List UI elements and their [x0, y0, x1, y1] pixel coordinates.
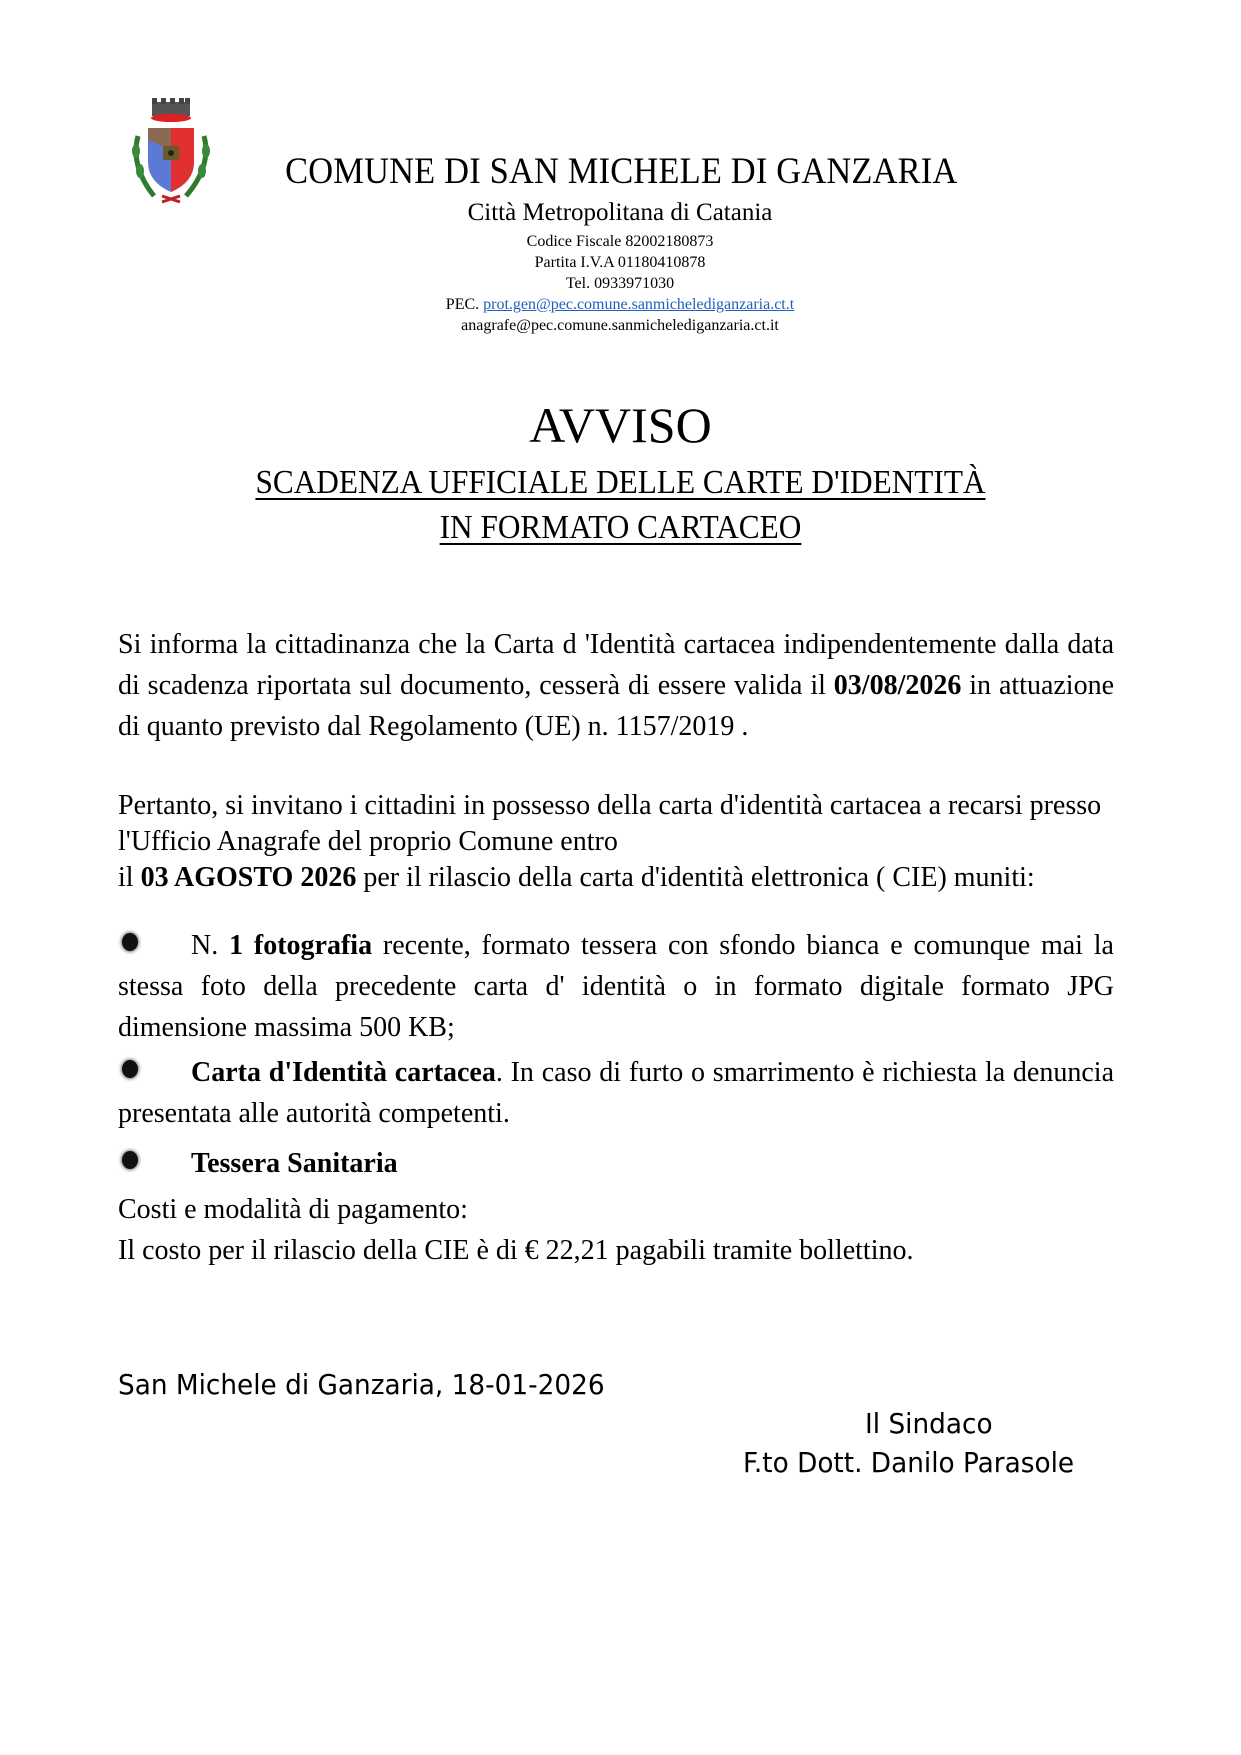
signatory-name: F.to Dott. Danilo Parasole: [743, 1446, 1075, 1479]
notice-subtitle-line1: SCADENZA UFFICIALE DELLE CARTE D'IDENTITÀ: [255, 464, 986, 501]
coat-of-arms-logo: [124, 96, 216, 214]
list-item: Carta d'Identità cartacea. In caso di furto o smarrimento è richiesta la denuncia presentata alle autorità competenti.: [118, 1057, 1114, 1129]
coat-of-arms-icon: [124, 96, 216, 214]
list-item: Tessera Sanitaria: [118, 1143, 1114, 1184]
notice-title: AVVISO: [529, 397, 712, 453]
paragraph-invitation: Pertanto, si invitano i cittadini in possesso della carta d'identità cartacea a recarsi presso l'Ufficio Anagrafe del proprio Comune entro il 03 AGOSTO 2026 per il rilascio della carta d'identità elettronica ( CIE) muniti:: [118, 790, 1102, 893]
paragraph-validity: Si informa la cittadinanza che la Carta d 'Identità cartacea indipendentemente dalla data di scadenza riportata sul documento, cesserà di essere valida il 03/08/2026 in attuazione di quanto previsto dal Regolamento (UE) n. 1157/2019 .: [118, 629, 1114, 742]
pec-email-link[interactable]: prot.gen@pec.comune.sanmichelediganzaria.ct.t: [483, 296, 795, 313]
signatory-role: Il Sindaco: [865, 1407, 993, 1440]
partita-iva: Partita I.V.A 01180410878: [534, 254, 706, 271]
telephone: Tel. 0933971030: [565, 275, 675, 292]
municipality-title: COMUNE DI SAN MICHELE DI GANZARIA: [285, 151, 958, 192]
pec-label: PEC.: [445, 296, 480, 313]
place-and-date: San Michele di Ganzaria, 18-01-2026: [118, 1368, 605, 1401]
costs-heading: Costi e modalità di pagamento:: [118, 1194, 468, 1225]
bullet-icon: [122, 1060, 138, 1078]
bullet-icon: [122, 1151, 138, 1169]
pec-line: [350, 295, 890, 315]
list-item: N. 1 fotografia recente, formato tessera con sfondo bianca e comunque mai la stessa foto della precedente carta d' identità o in formato digitale formato JPG dimensione massima 500 KB;: [118, 930, 1114, 1043]
anagrafe-email: anagrafe@pec.comune.sanmichelediganzaria.ct.it: [461, 317, 779, 334]
expiry-date: 03/08/2026: [833, 670, 962, 701]
codice-fiscale: Codice Fiscale 82002180873: [526, 233, 714, 250]
notice-subtitle-line2: IN FORMATO CARTACEO: [439, 509, 802, 546]
deadline-date: 03 AGOSTO 2026: [140, 862, 357, 893]
cost-text: Il costo per il rilascio della CIE è di € 22,21 pagabili tramite bollettino.: [118, 1235, 914, 1266]
municipality-subtitle: Città Metropolitana di Catania: [467, 199, 773, 226]
bullet-icon: [122, 933, 138, 951]
